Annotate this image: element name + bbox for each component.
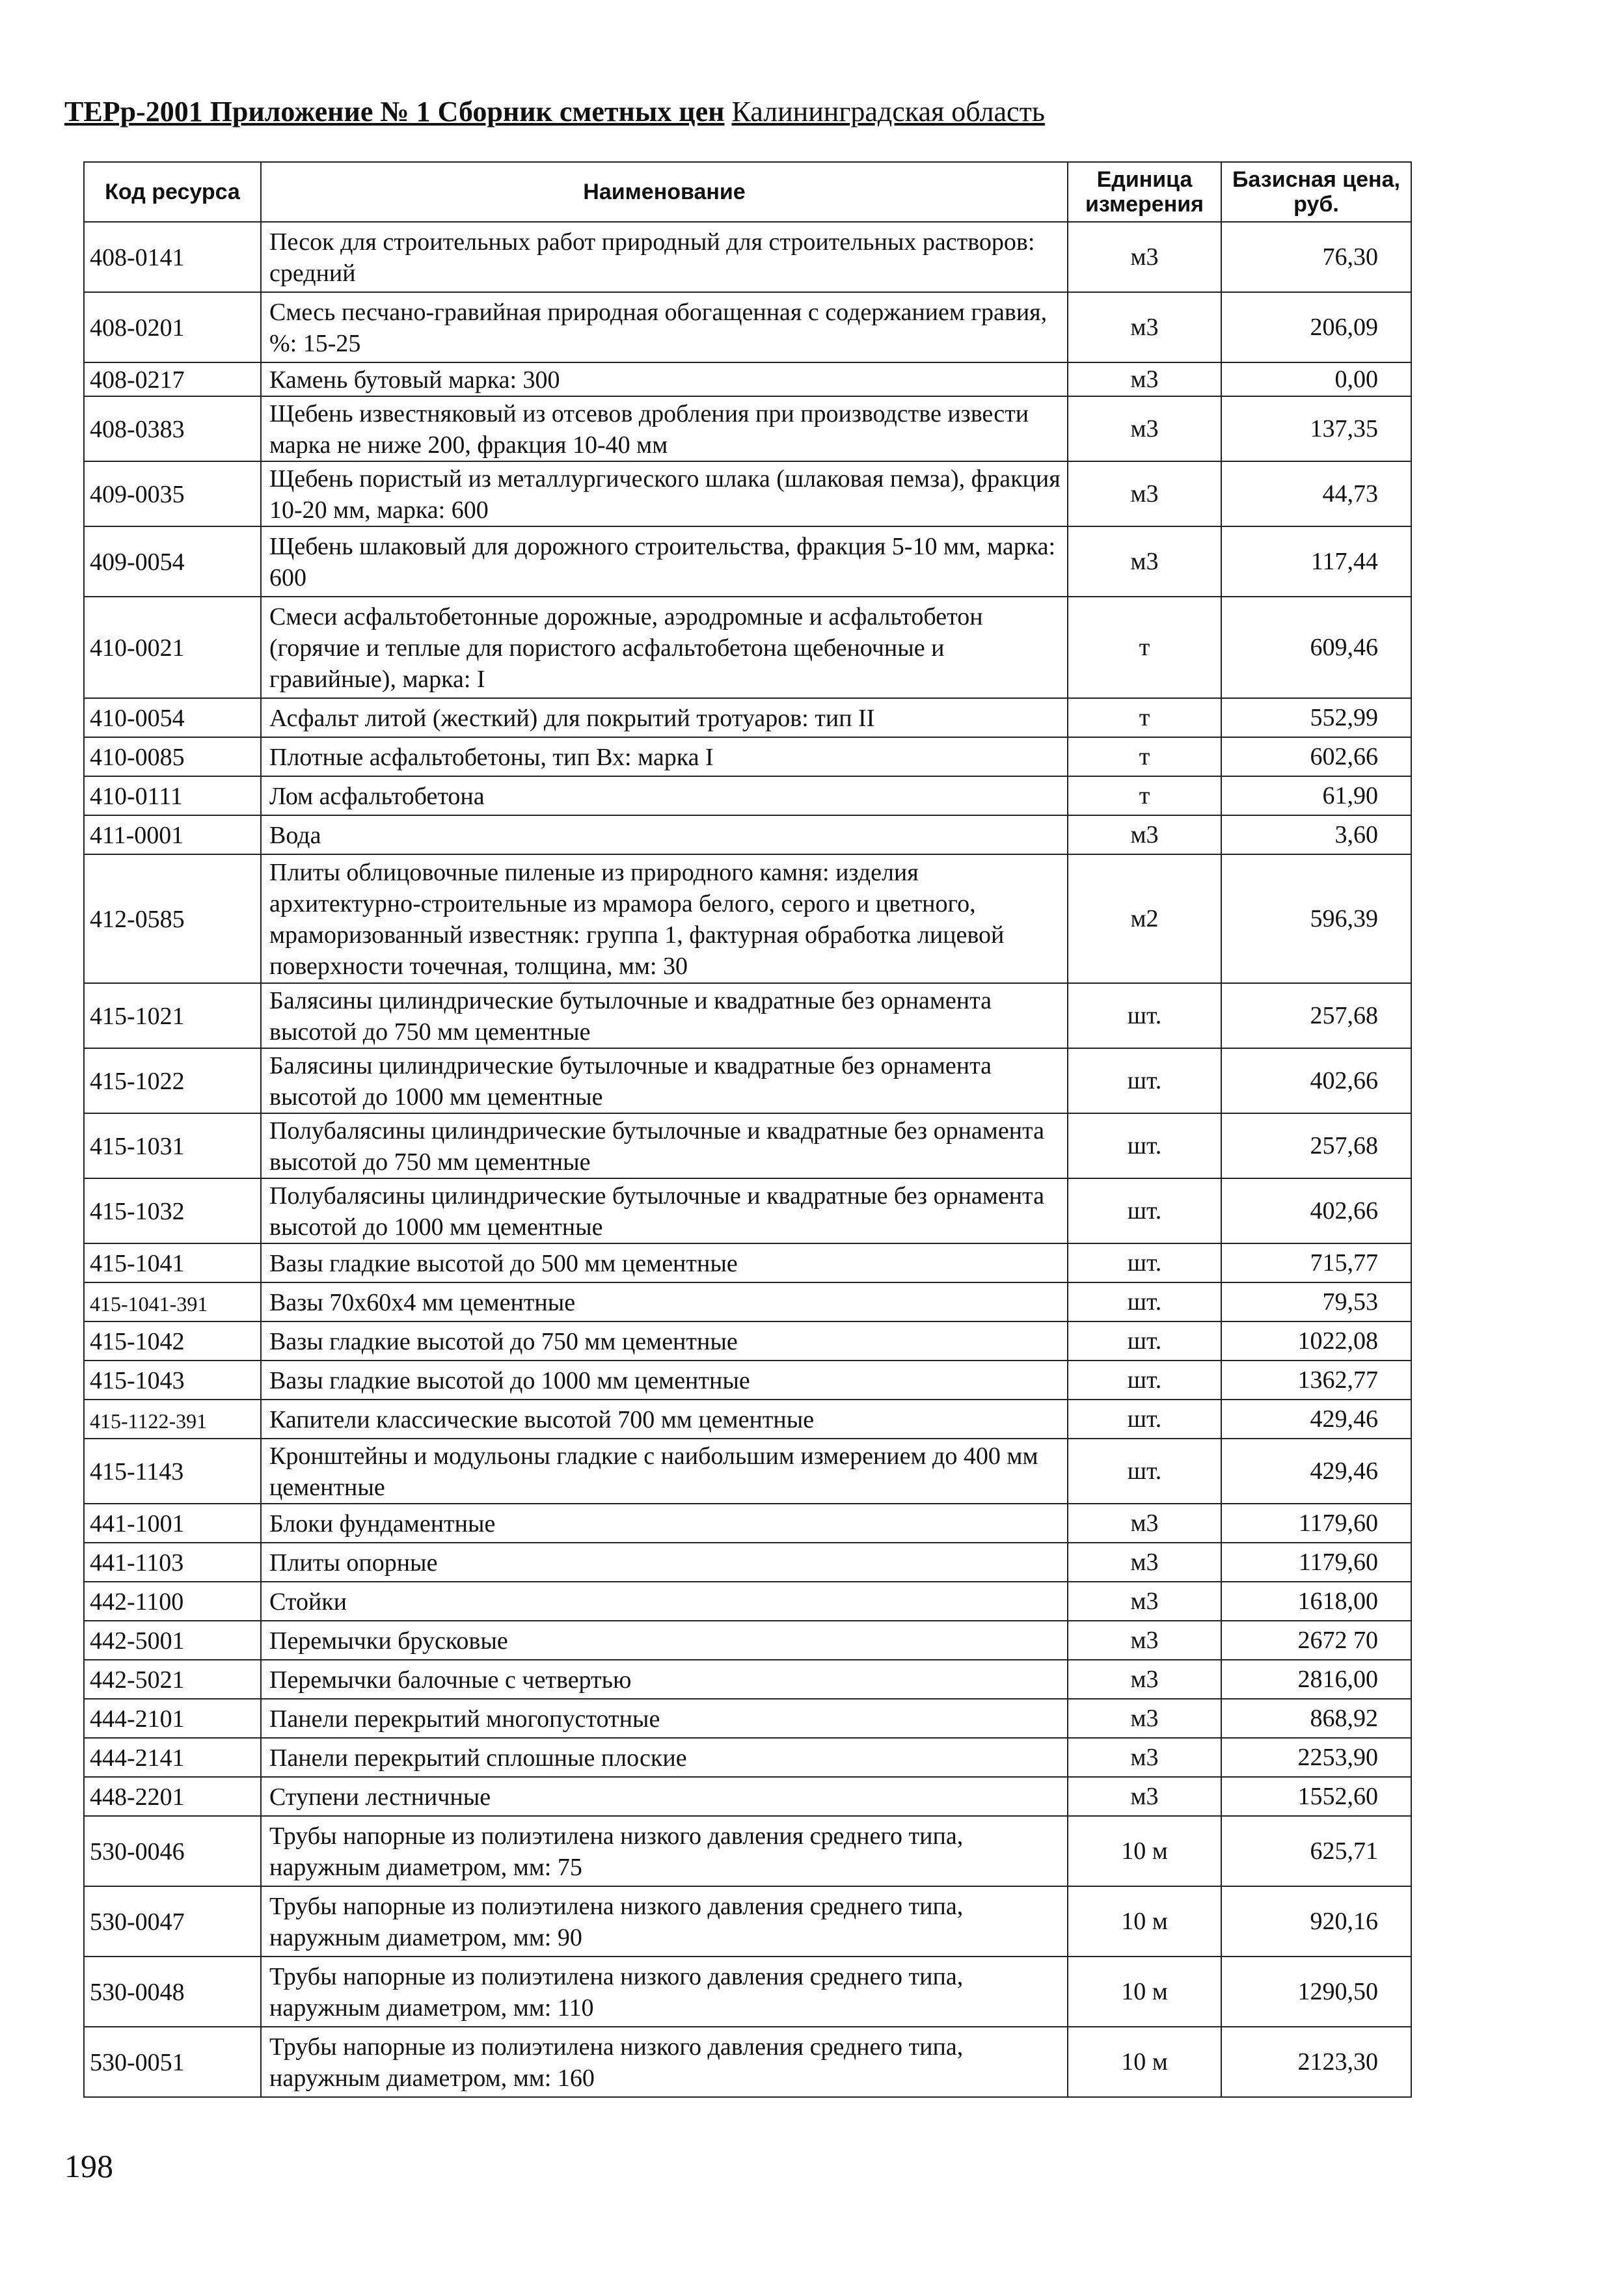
- cell-name: Балясины цилиндрические бутылочные и квадратные без орнамента высотой до 1000 мм цементные: [261, 1048, 1068, 1113]
- cell-name: Трубы напорные из полиэтилена низкого давления среднего типа, наружным диаметром, мм: 110: [261, 1957, 1068, 2027]
- cell-price: 1290,50: [1221, 1957, 1411, 2027]
- table-row: [84, 737, 1411, 776]
- cell-name: Щебень пористый из металлургического шлака (шлаковая пемза), фракция 10-20 мм, марка: 600: [261, 461, 1068, 526]
- cell-price: 868,92: [1221, 1699, 1411, 1738]
- table-row: [84, 1321, 1411, 1361]
- cell-code: 409-0035: [84, 461, 261, 526]
- cell-price: 1022,08: [1221, 1321, 1411, 1361]
- table-row: [84, 1543, 1411, 1582]
- cell-price: 920,16: [1221, 1886, 1411, 1957]
- price-table: [83, 161, 1412, 2098]
- cell-price: 402,66: [1221, 1048, 1411, 1113]
- cell-unit: м3: [1068, 1504, 1221, 1543]
- table-row: [84, 2027, 1411, 2097]
- table-row: [84, 1777, 1411, 1816]
- cell-unit: 10 м: [1068, 1886, 1221, 1957]
- cell-name: Перемычки балочные с четвертью: [261, 1660, 1068, 1699]
- cell-price: 1618,00: [1221, 1582, 1411, 1621]
- cell-price: 2672 70: [1221, 1621, 1411, 1660]
- cell-name: Балясины цилиндрические бутылочные и квадратные без орнамента высотой до 750 мм цементные: [261, 983, 1068, 1048]
- cell-price: 2253,90: [1221, 1738, 1411, 1777]
- cell-code: 530-0051: [84, 2027, 261, 2097]
- cell-unit: шт.: [1068, 1321, 1221, 1361]
- table-row: [84, 362, 1411, 396]
- cell-name: Смеси асфальтобетонные дорожные, аэродромные и асфальтобетон (горячие и теплые для пористого асфальтобетона щебеночные и гравийные), марка: I: [261, 597, 1068, 698]
- cell-name: Щебень шлаковый для дорожного строительства, фракция 5-10 мм, марка: 600: [261, 526, 1068, 597]
- table-row: [84, 1957, 1411, 2027]
- table-row: [84, 1660, 1411, 1699]
- table-row: [84, 854, 1411, 983]
- cell-name: Панели перекрытий многопустотные: [261, 1699, 1068, 1738]
- cell-price: 44,73: [1221, 461, 1411, 526]
- cell-name: Вазы 70х60х4 мм цементные: [261, 1282, 1068, 1321]
- cell-name: Трубы напорные из полиэтилена низкого давления среднего типа, наружным диаметром, мм: 90: [261, 1886, 1068, 1957]
- cell-unit: шт.: [1068, 1282, 1221, 1321]
- cell-name: Ступени лестничные: [261, 1777, 1068, 1816]
- header-title: ТЕРр-2001 Приложение № 1 Сборник сметных цен: [64, 96, 725, 128]
- cell-unit: м3: [1068, 362, 1221, 396]
- cell-unit: м3: [1068, 815, 1221, 854]
- cell-name: Песок для строительных работ природный для строительных растворов: средний: [261, 222, 1068, 292]
- cell-price: 137,35: [1221, 396, 1411, 461]
- cell-code: 410-0085: [84, 737, 261, 776]
- table-row: [84, 815, 1411, 854]
- cell-code: 408-0217: [84, 362, 261, 396]
- cell-name: Асфальт литой (жесткий) для покрытий тротуаров: тип II: [261, 698, 1068, 737]
- cell-code: 409-0054: [84, 526, 261, 597]
- cell-unit: шт.: [1068, 1178, 1221, 1243]
- cell-code: 415-1021: [84, 983, 261, 1048]
- cell-name: Вазы гладкие высотой до 500 мм цементные: [261, 1243, 1068, 1282]
- cell-code: 442-1100: [84, 1582, 261, 1621]
- cell-name: Вода: [261, 815, 1068, 854]
- cell-code: 415-1143: [84, 1439, 261, 1504]
- cell-code: 441-1103: [84, 1543, 261, 1582]
- table-header-row: [84, 162, 1411, 222]
- cell-code: 530-0048: [84, 1957, 261, 2027]
- cell-code: 415-1032: [84, 1178, 261, 1243]
- cell-unit: т: [1068, 698, 1221, 737]
- cell-name: Щебень известняковый из отсевов дробления при производстве извести марка не ниже 200, фракция 10-40 мм: [261, 396, 1068, 461]
- cell-unit: 10 м: [1068, 1816, 1221, 1886]
- cell-unit: м2: [1068, 854, 1221, 983]
- cell-unit: шт.: [1068, 1048, 1221, 1113]
- cell-price: 596,39: [1221, 854, 1411, 983]
- cell-name: Капители классические высотой 700 мм цементные: [261, 1400, 1068, 1439]
- cell-code: 415-1041: [84, 1243, 261, 1282]
- cell-code: 408-0383: [84, 396, 261, 461]
- cell-price: 715,77: [1221, 1243, 1411, 1282]
- cell-name: Трубы напорные из полиэтилена низкого давления среднего типа, наружным диаметром, мм: 75: [261, 1816, 1068, 1886]
- table-row: [84, 1400, 1411, 1439]
- cell-code: 415-1122-391: [84, 1400, 261, 1439]
- cell-code: 410-0111: [84, 776, 261, 815]
- cell-name: Плиты опорные: [261, 1543, 1068, 1582]
- table-row: [84, 597, 1411, 698]
- cell-code: 530-0046: [84, 1816, 261, 1886]
- cell-unit: т: [1068, 737, 1221, 776]
- cell-price: 257,68: [1221, 983, 1411, 1048]
- table-row: [84, 1048, 1411, 1113]
- cell-price: 625,71: [1221, 1816, 1411, 1886]
- cell-unit: м3: [1068, 1777, 1221, 1816]
- cell-name: Вазы гладкие высотой до 1000 мм цементные: [261, 1361, 1068, 1400]
- cell-code: 442-5001: [84, 1621, 261, 1660]
- table-row: [84, 1699, 1411, 1738]
- cell-code: 415-1041-391: [84, 1282, 261, 1321]
- cell-unit: 10 м: [1068, 2027, 1221, 2097]
- cell-unit: м3: [1068, 396, 1221, 461]
- cell-name: Смесь песчано-гравийная природная обогащенная с содержанием гравия, %: 15-25: [261, 292, 1068, 362]
- table-row: [84, 1886, 1411, 1957]
- cell-code: 408-0201: [84, 292, 261, 362]
- cell-name: Камень бутовый марка: 300: [261, 362, 1068, 396]
- cell-name: Плиты облицовочные пиленые из природного камня: изделия архитектурно-строительные из мрамора белого, серого и цветного, мраморизованный известняк: группа 1, фактурная обработка лицевой поверхности точечная, толщина, мм: 30: [261, 854, 1068, 983]
- cell-unit: шт.: [1068, 1439, 1221, 1504]
- cell-code: 444-2141: [84, 1738, 261, 1777]
- table-row: [84, 292, 1411, 362]
- cell-unit: м3: [1068, 1699, 1221, 1738]
- cell-unit: м3: [1068, 1543, 1221, 1582]
- table-row: [84, 776, 1411, 815]
- table-row: [84, 1178, 1411, 1243]
- cell-price: 61,90: [1221, 776, 1411, 815]
- cell-price: 76,30: [1221, 222, 1411, 292]
- table-row: [84, 1243, 1411, 1282]
- table-row: [84, 461, 1411, 526]
- column-header-name: Наименование: [261, 162, 1068, 222]
- table-row: [84, 1361, 1411, 1400]
- table-row: [84, 1439, 1411, 1504]
- cell-price: 3,60: [1221, 815, 1411, 854]
- table-row: [84, 1582, 1411, 1621]
- header-region: Калининградская область: [731, 96, 1045, 128]
- cell-price: 79,53: [1221, 1282, 1411, 1321]
- cell-name: Стойки: [261, 1582, 1068, 1621]
- cell-price: 1362,77: [1221, 1361, 1411, 1400]
- cell-code: 415-1043: [84, 1361, 261, 1400]
- cell-unit: т: [1068, 776, 1221, 815]
- table-row: [84, 1113, 1411, 1178]
- cell-unit: м3: [1068, 222, 1221, 292]
- column-header-unit: Единица измерения: [1068, 162, 1221, 222]
- cell-name: Трубы напорные из полиэтилена низкого давления среднего типа, наружным диаметром, мм: 160: [261, 2027, 1068, 2097]
- cell-code: 441-1001: [84, 1504, 261, 1543]
- cell-unit: шт.: [1068, 1361, 1221, 1400]
- cell-name: Перемычки брусковые: [261, 1621, 1068, 1660]
- cell-code: 415-1031: [84, 1113, 261, 1178]
- cell-price: 609,46: [1221, 597, 1411, 698]
- table-row: [84, 1816, 1411, 1886]
- cell-unit: м3: [1068, 292, 1221, 362]
- cell-name: Кронштейны и модульоны гладкие с наибольшим измерением до 400 мм цементные: [261, 1439, 1068, 1504]
- cell-unit: шт.: [1068, 1400, 1221, 1439]
- cell-unit: м3: [1068, 526, 1221, 597]
- cell-price: 117,44: [1221, 526, 1411, 597]
- cell-code: 444-2101: [84, 1699, 261, 1738]
- cell-code: 415-1022: [84, 1048, 261, 1113]
- cell-code: 411-0001: [84, 815, 261, 854]
- column-header-code: Код ресурса: [84, 162, 261, 222]
- cell-name: Панели перекрытий сплошные плоские: [261, 1738, 1068, 1777]
- cell-price: 257,68: [1221, 1113, 1411, 1178]
- cell-price: 1179,60: [1221, 1543, 1411, 1582]
- cell-unit: т: [1068, 597, 1221, 698]
- cell-unit: 10 м: [1068, 1957, 1221, 2027]
- table-row: [84, 396, 1411, 461]
- cell-name: Вазы гладкие высотой до 750 мм цементные: [261, 1321, 1068, 1361]
- cell-unit: шт.: [1068, 1113, 1221, 1178]
- cell-name: Блоки фундаментные: [261, 1504, 1068, 1543]
- cell-unit: м3: [1068, 461, 1221, 526]
- cell-price: 206,09: [1221, 292, 1411, 362]
- cell-price: 429,46: [1221, 1400, 1411, 1439]
- table-row: [84, 1621, 1411, 1660]
- cell-price: 1552,60: [1221, 1777, 1411, 1816]
- cell-code: 412-0585: [84, 854, 261, 983]
- cell-code: 410-0054: [84, 698, 261, 737]
- table-row: [84, 983, 1411, 1048]
- cell-code: 530-0047: [84, 1886, 261, 1957]
- page-number: 198: [64, 2148, 113, 2184]
- cell-price: 602,66: [1221, 737, 1411, 776]
- table-row: [84, 698, 1411, 737]
- cell-name: Лом асфальтобетона: [261, 776, 1068, 815]
- cell-unit: м3: [1068, 1582, 1221, 1621]
- cell-unit: м3: [1068, 1621, 1221, 1660]
- cell-price: 2816,00: [1221, 1660, 1411, 1699]
- cell-price: 2123,30: [1221, 2027, 1411, 2097]
- cell-code: 408-0141: [84, 222, 261, 292]
- cell-price: 402,66: [1221, 1178, 1411, 1243]
- table-row: [84, 1738, 1411, 1777]
- cell-price: 1179,60: [1221, 1504, 1411, 1543]
- column-header-price: Базисная цена, руб.: [1221, 162, 1411, 222]
- cell-unit: м3: [1068, 1738, 1221, 1777]
- cell-price: 429,46: [1221, 1439, 1411, 1504]
- cell-unit: шт.: [1068, 983, 1221, 1048]
- table-row: [84, 1504, 1411, 1543]
- cell-name: Плотные асфальтобетоны, тип Вх: марка I: [261, 737, 1068, 776]
- table-row: [84, 1282, 1411, 1321]
- cell-name: Полубалясины цилиндрические бутылочные и квадратные без орнамента высотой до 1000 мм цементные: [261, 1178, 1068, 1243]
- cell-code: 415-1042: [84, 1321, 261, 1361]
- cell-name: Полубалясины цилиндрические бутылочные и квадратные без орнамента высотой до 750 мм цементные: [261, 1113, 1068, 1178]
- table-row: [84, 526, 1411, 597]
- cell-code: 410-0021: [84, 597, 261, 698]
- cell-unit: шт.: [1068, 1243, 1221, 1282]
- table-row: [84, 222, 1411, 292]
- cell-code: 448-2201: [84, 1777, 261, 1816]
- cell-code: 442-5021: [84, 1660, 261, 1699]
- cell-unit: м3: [1068, 1660, 1221, 1699]
- table-body: [84, 222, 1411, 2097]
- cell-price: 0,00: [1221, 362, 1411, 396]
- page-header: [64, 95, 1045, 128]
- cell-price: 552,99: [1221, 698, 1411, 737]
